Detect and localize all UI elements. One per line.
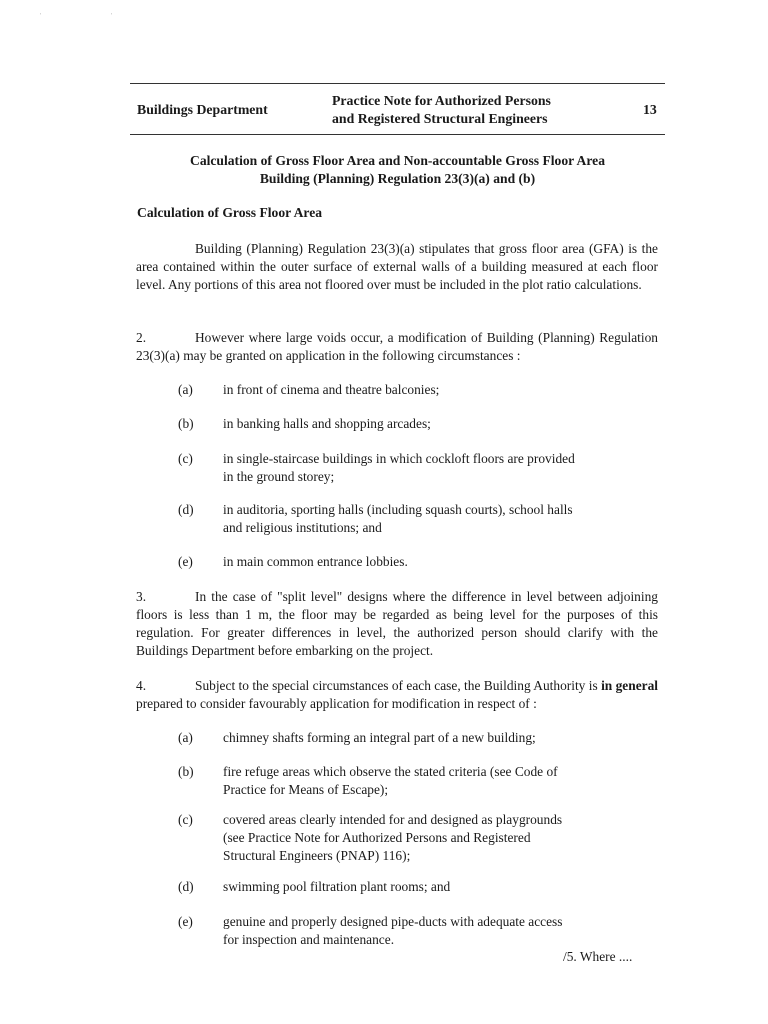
paragraph-3 <box>136 588 658 660</box>
paragraph-1: Building (Planning) Regulation 23(3)(a) stipulates that gross floor area (GFA) is the area contained within the outer surface of external walls of a building measured at each floor level. Any portions of this area not floored over must be included in the plot ratio calculations. <box>136 241 658 292</box>
header-title-line-1: Practice Note for Authorized Persons <box>332 93 551 108</box>
header-page-number: 13 <box>643 102 657 117</box>
header-title-line-2: and Registered Structural Engineers <box>332 111 548 126</box>
list-item-text <box>223 501 607 537</box>
list-item-text <box>223 811 607 865</box>
list-item-line: (see Practice Note for Authorized Persons and Registered <box>223 830 531 845</box>
paragraph-text-before: Subject to the special circumstances of each case, the Building Authority is <box>195 678 602 693</box>
list-item-label: (e) <box>178 914 193 929</box>
list-item-label: (b) <box>178 764 194 779</box>
list-item-line: and religious institutions; and <box>223 520 382 535</box>
list-item-text: swimming pool filtration plant rooms; and <box>223 879 451 894</box>
paragraph-text: However where large voids occur, a modification of Building (Planning) Regulation 23(3)(a) may be granted on application in the following circumstances : <box>136 330 658 363</box>
section-heading: Calculation of Gross Floor Area <box>137 205 323 220</box>
list-item-label: (a) <box>178 382 193 397</box>
paragraph-text: In the case of "split level" designs where the difference in level between adjoining floors is less than 1 m, the floor may be regarded as being level for the purposes of this regulation. For greater differences in level, the authorized person should clarify with the Buildings Department before embarking on the project. <box>136 589 658 658</box>
list-item-line: in auditoria, sporting halls (including squash courts), school halls <box>223 502 573 517</box>
list-item-label: (b) <box>178 416 194 431</box>
list-item-label: (d) <box>178 502 194 517</box>
list-item-label: (e) <box>178 554 193 569</box>
scan-specks: ' ' <box>40 12 147 20</box>
list-item-label: (a) <box>178 730 193 745</box>
list-item-label: (c) <box>178 451 193 466</box>
paragraph-number: 2. <box>136 330 147 345</box>
header-department: Buildings Department <box>137 102 268 117</box>
paragraph-4 <box>136 677 658 713</box>
list-item-label: (d) <box>178 879 194 894</box>
list-item-text: chimney shafts forming an integral part of a new building; <box>223 730 536 745</box>
list-item-line: for inspection and maintenance. <box>223 932 395 947</box>
document-title <box>130 152 665 188</box>
continuation-note: /5. Where .... <box>563 949 633 964</box>
paragraph-2 <box>136 329 658 365</box>
list-item-label: (c) <box>178 812 193 827</box>
list-item-text: in banking halls and shopping arcades; <box>223 416 431 431</box>
header-bottom-rule <box>130 134 665 135</box>
list-item-text <box>223 450 607 486</box>
paragraph-number: 4. <box>136 678 147 693</box>
paragraph-text-after: prepared to consider favourably application for modification in respect of : <box>136 696 537 711</box>
list-item-line: genuine and properly designed pipe-ducts with adequate access <box>223 914 563 929</box>
list-item-line: in the ground storey; <box>223 469 335 484</box>
list-item-line: Structural Engineers (PNAP) 116); <box>223 848 411 863</box>
list-item-line: Practice for Means of Escape); <box>223 782 389 797</box>
list-item-text: in main common entrance lobbies. <box>223 554 408 569</box>
list-item-line: fire refuge areas which observe the stated criteria (see Code of <box>223 764 558 779</box>
header-top-rule <box>130 83 665 84</box>
document-title-line-2: Building (Planning) Regulation 23(3)(a) and (b) <box>259 171 536 186</box>
list-item-line: in single-staircase buildings in which cockloft floors are provided <box>223 451 575 466</box>
paragraph-number: 3. <box>136 589 147 604</box>
document-title-line-1: Calculation of Gross Floor Area and Non-accountable Gross Floor Area <box>190 153 605 168</box>
list-item-line: covered areas clearly intended for and designed as playgrounds <box>223 812 563 827</box>
list-item-text <box>223 763 607 799</box>
paragraph-bold-text: in general <box>601 678 658 693</box>
list-item-text: in front of cinema and theatre balconies; <box>223 382 440 397</box>
list-item-text <box>223 913 607 949</box>
header-practice-note-title <box>332 92 551 128</box>
